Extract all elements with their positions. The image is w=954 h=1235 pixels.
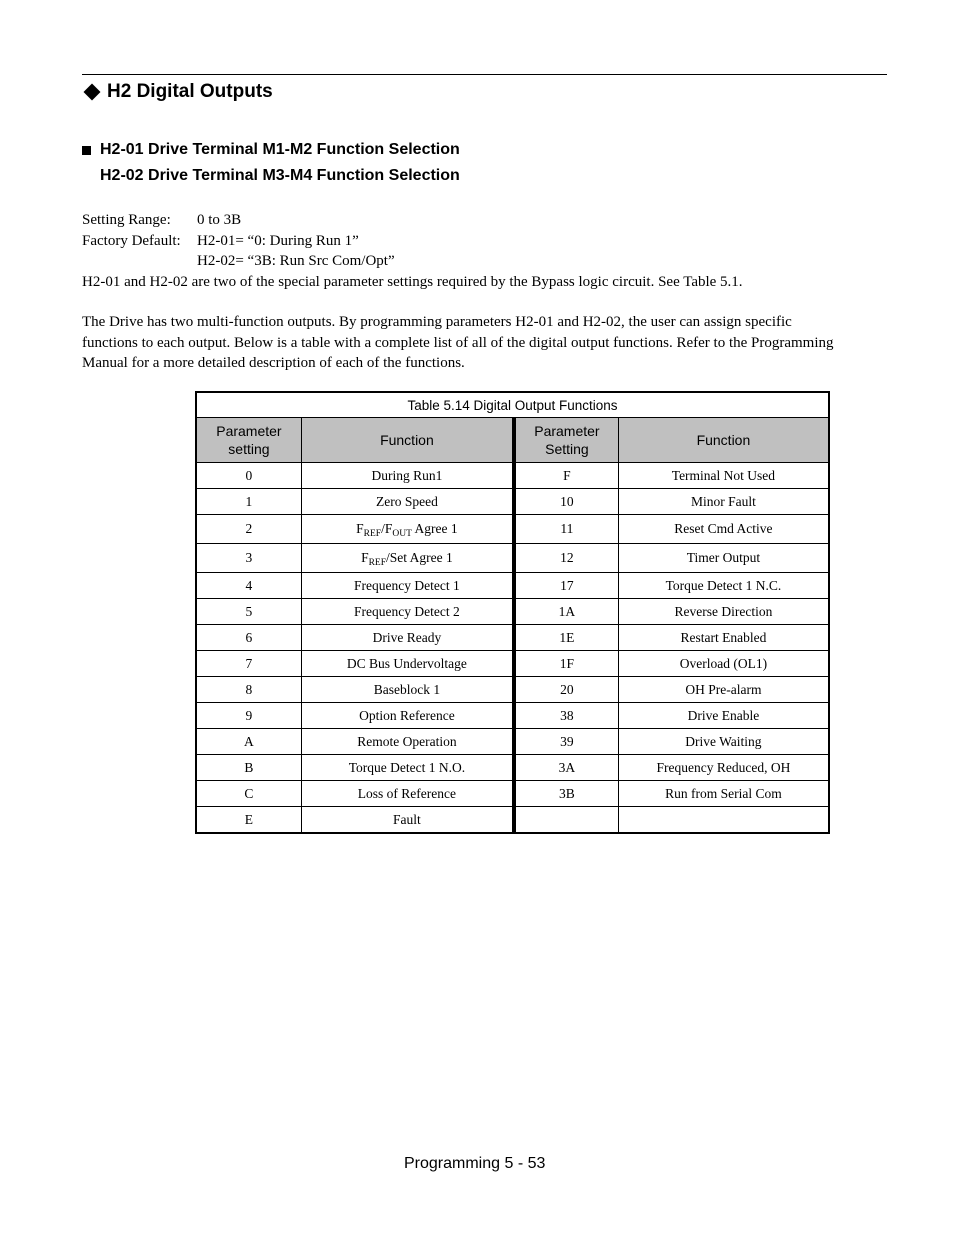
param-cell: B [196,755,301,781]
table-row [196,515,829,544]
function-cell: Fault [301,807,514,834]
table-row [196,677,829,703]
param-cell: C [196,781,301,807]
function-cell [618,807,829,834]
param-cell [514,807,618,834]
function-cell: Terminal Not Used [618,463,829,489]
param-cell: 6 [196,625,301,651]
subheading-h2-02: H2-02 Drive Terminal M3-M4 Function Selection [100,167,460,184]
table-body [196,463,829,834]
header-function-right: Function [618,418,829,463]
param-cell: A [196,729,301,755]
table-row [196,573,829,599]
function-cell: Restart Enabled [618,625,829,651]
description-line: The Drive has two multi-function outputs. By programming parameters H2-01 and H2-02, the user can assign specific [82,314,792,330]
function-cell: $F_{REF}/F_{OUT}$ Agree 1 [301,515,514,544]
function-cell: Minor Fault [618,489,829,515]
table-row [196,755,829,781]
param-cell: 5 [196,599,301,625]
table-row [196,651,829,677]
function-cell: Zero Speed [301,489,514,515]
factory-default-value-1: H2-01= “0: During Run 1” [197,232,359,249]
function-cell: Drive Enable [618,703,829,729]
diamond-icon [84,84,101,101]
function-cell: Remote Operation [301,729,514,755]
digital-output-table [195,391,830,834]
bypass-note: H2-01 and H2-02 are two of the special parameter settings required by the Bypass logic circuit. See Table 5.1. [82,273,743,290]
function-cell: During Run1 [301,463,514,489]
header-parameter-setting-left: Parameter setting [196,418,301,463]
table-row [196,463,829,489]
section-title [82,79,273,105]
function-cell: Timer Output [618,544,829,573]
param-cell: 20 [514,677,618,703]
param-cell: 39 [514,729,618,755]
function-cell: Torque Detect 1 N.O. [301,755,514,781]
param-cell: 4 [196,573,301,599]
table-row [196,781,829,807]
param-cell: 0 [196,463,301,489]
param-cell: 1 [196,489,301,515]
table-row [196,703,829,729]
description-paragraph [82,312,834,374]
param-cell: 12 [514,544,618,573]
param-cell: E [196,807,301,834]
function-cell: Frequency Reduced, OH [618,755,829,781]
settings-block [82,210,743,292]
param-cell: 7 [196,651,301,677]
function-cell: Option Reference [301,703,514,729]
param-cell: 1F [514,651,618,677]
function-cell: Reverse Direction [618,599,829,625]
subheading-h2-01: H2-01 Drive Terminal M1-M2 Function Selection [82,141,460,159]
description-line: Manual for a more detailed description of each of the functions. [82,355,465,371]
param-cell: 11 [514,515,618,544]
table-row [196,489,829,515]
param-cell: 38 [514,703,618,729]
table-row [196,544,829,573]
param-cell: 10 [514,489,618,515]
table-header-row [196,418,829,463]
header-function-left: Function [301,418,514,463]
table-row [196,807,829,834]
function-cell: Overload (OL1) [618,651,829,677]
table-row [196,729,829,755]
param-cell: 2 [196,515,301,544]
param-cell: 1E [514,625,618,651]
top-rule [82,74,887,75]
setting-range-line [82,210,743,231]
table-row [196,599,829,625]
param-cell: 3 [196,544,301,573]
param-cell: 8 [196,677,301,703]
header-parameter-setting-right: Parameter Setting [514,418,618,463]
function-cell: Drive Ready [301,625,514,651]
function-cell: Frequency Detect 1 [301,573,514,599]
param-cell: 3A [514,755,618,781]
section-title-text: H2 Digital Outputs [107,81,273,102]
function-cell: Torque Detect 1 N.C. [618,573,829,599]
param-cell: 3B [514,781,618,807]
factory-default-label: Factory Default: [82,232,181,249]
function-cell: Run from Serial Com [618,781,829,807]
page-footer: Programming 5 - 53 [404,1155,546,1172]
function-cell: DC Bus Undervoltage [301,651,514,677]
factory-default-value-2: H2-02= “3B: Run Src Com/Opt” [197,253,395,269]
function-cell: Frequency Detect 2 [301,599,514,625]
setting-range-value: 0 to 3B [197,212,242,228]
factory-default-line [82,231,743,252]
param-cell: 1A [514,599,618,625]
param-cell: 17 [514,573,618,599]
function-cell: Loss of Reference [301,781,514,807]
function-cell: Baseblock 1 [301,677,514,703]
setting-range-label: Setting Range: [82,212,171,228]
function-cell: $F_{REF}$/Set Agree 1 [301,544,514,573]
description-line: functions to each output. Below is a table with a complete list of all of the digital output functions. Refer to the Programming [82,334,834,351]
function-cell: Reset Cmd Active [618,515,829,544]
function-cell: OH Pre-alarm [618,677,829,703]
param-cell: F [514,463,618,489]
square-bullet-icon [82,146,91,155]
table-row [196,625,829,651]
table-caption: Table 5.14 Digital Output Functions [196,392,829,418]
param-cell: 9 [196,703,301,729]
function-cell: Drive Waiting [618,729,829,755]
